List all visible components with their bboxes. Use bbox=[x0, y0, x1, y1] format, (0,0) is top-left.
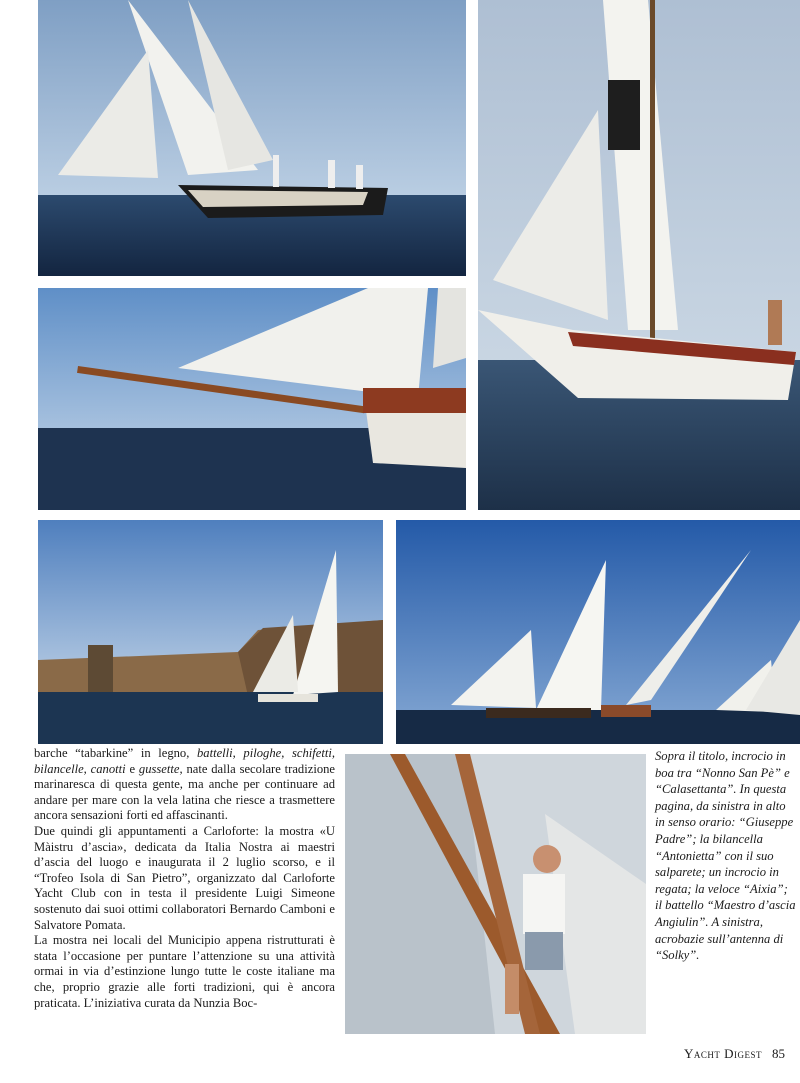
photo-bowsprit-closeup bbox=[38, 288, 466, 510]
paragraph-3: La mostra nei locali del Municipio appena ristrutturati è stata l’occasione per puntare l’attenzione su una attività ormai in via d’estinzione lungo tutte le coste italiane ma che, proprio grazie alle forti tradizioni, qui è ancora praticata. L’iniziativa curata da Nunzia Boc- bbox=[34, 933, 335, 1010]
paragraph-2: Due quindi gli appuntamenti a Carloforte: la mostra «U Màistru d’ascia», dedicata da Italia Nostra ai maestri d’ascia del luogo e inaugurata il 2 luglio scorso, e il “Trofeo Isola di San Pietro”, organizzato dal Carloforte Yacht Club con in testa il presidente Luigi Simeone sostenuto dai suoi ottimi collaboratori Bernardo Camboni e Salvatore Pomata. bbox=[34, 823, 335, 932]
article-body bbox=[34, 746, 335, 1011]
paragraph-1 bbox=[34, 746, 335, 824]
page-number: 85 bbox=[772, 1046, 785, 1061]
paragraph-1-text-e: nate dalla secolare tradizione marinaresca di questa gente, ma anche per continuare ad andare per mare con la vela latina che riesce a trasmettere ancora sensazioni forti ed affascinanti. bbox=[34, 761, 336, 823]
paragraph-1-text-c: e bbox=[125, 761, 139, 776]
paragraph-1-italic-boats: battelli, piloghe, schifetti, bilancelle, canotti bbox=[34, 746, 335, 776]
page-footer bbox=[560, 1046, 785, 1062]
paragraph-1-italic-gussette: gussette, bbox=[138, 761, 183, 776]
photo-antenna-climb bbox=[345, 754, 646, 1034]
photo-regatta-crossing bbox=[396, 520, 800, 744]
paragraph-1-text-a: barche “tabarkine” in legno, bbox=[34, 746, 197, 760]
photo-lateen-boat-crew bbox=[38, 0, 466, 276]
photo-sailboat-flag bbox=[478, 0, 800, 510]
photo-sailboat-coast bbox=[38, 520, 383, 744]
photo-caption: Sopra il titolo, incrocio in boa tra “Nonno San Pè” e “Calasettanta”. In questa pagina, da sinistra in alto in senso orario: “Giuseppe Padre”; la bilancella “Antonietta” con il suo salparete; un incrocio in regata; la veloce “Aixia”; il battello “Maestro d’ascia Angiulin”. A sinistra, acrobazie sull’antenna di “Solky”. bbox=[655, 749, 796, 963]
magazine-name: Yacht Digest bbox=[683, 1046, 762, 1061]
